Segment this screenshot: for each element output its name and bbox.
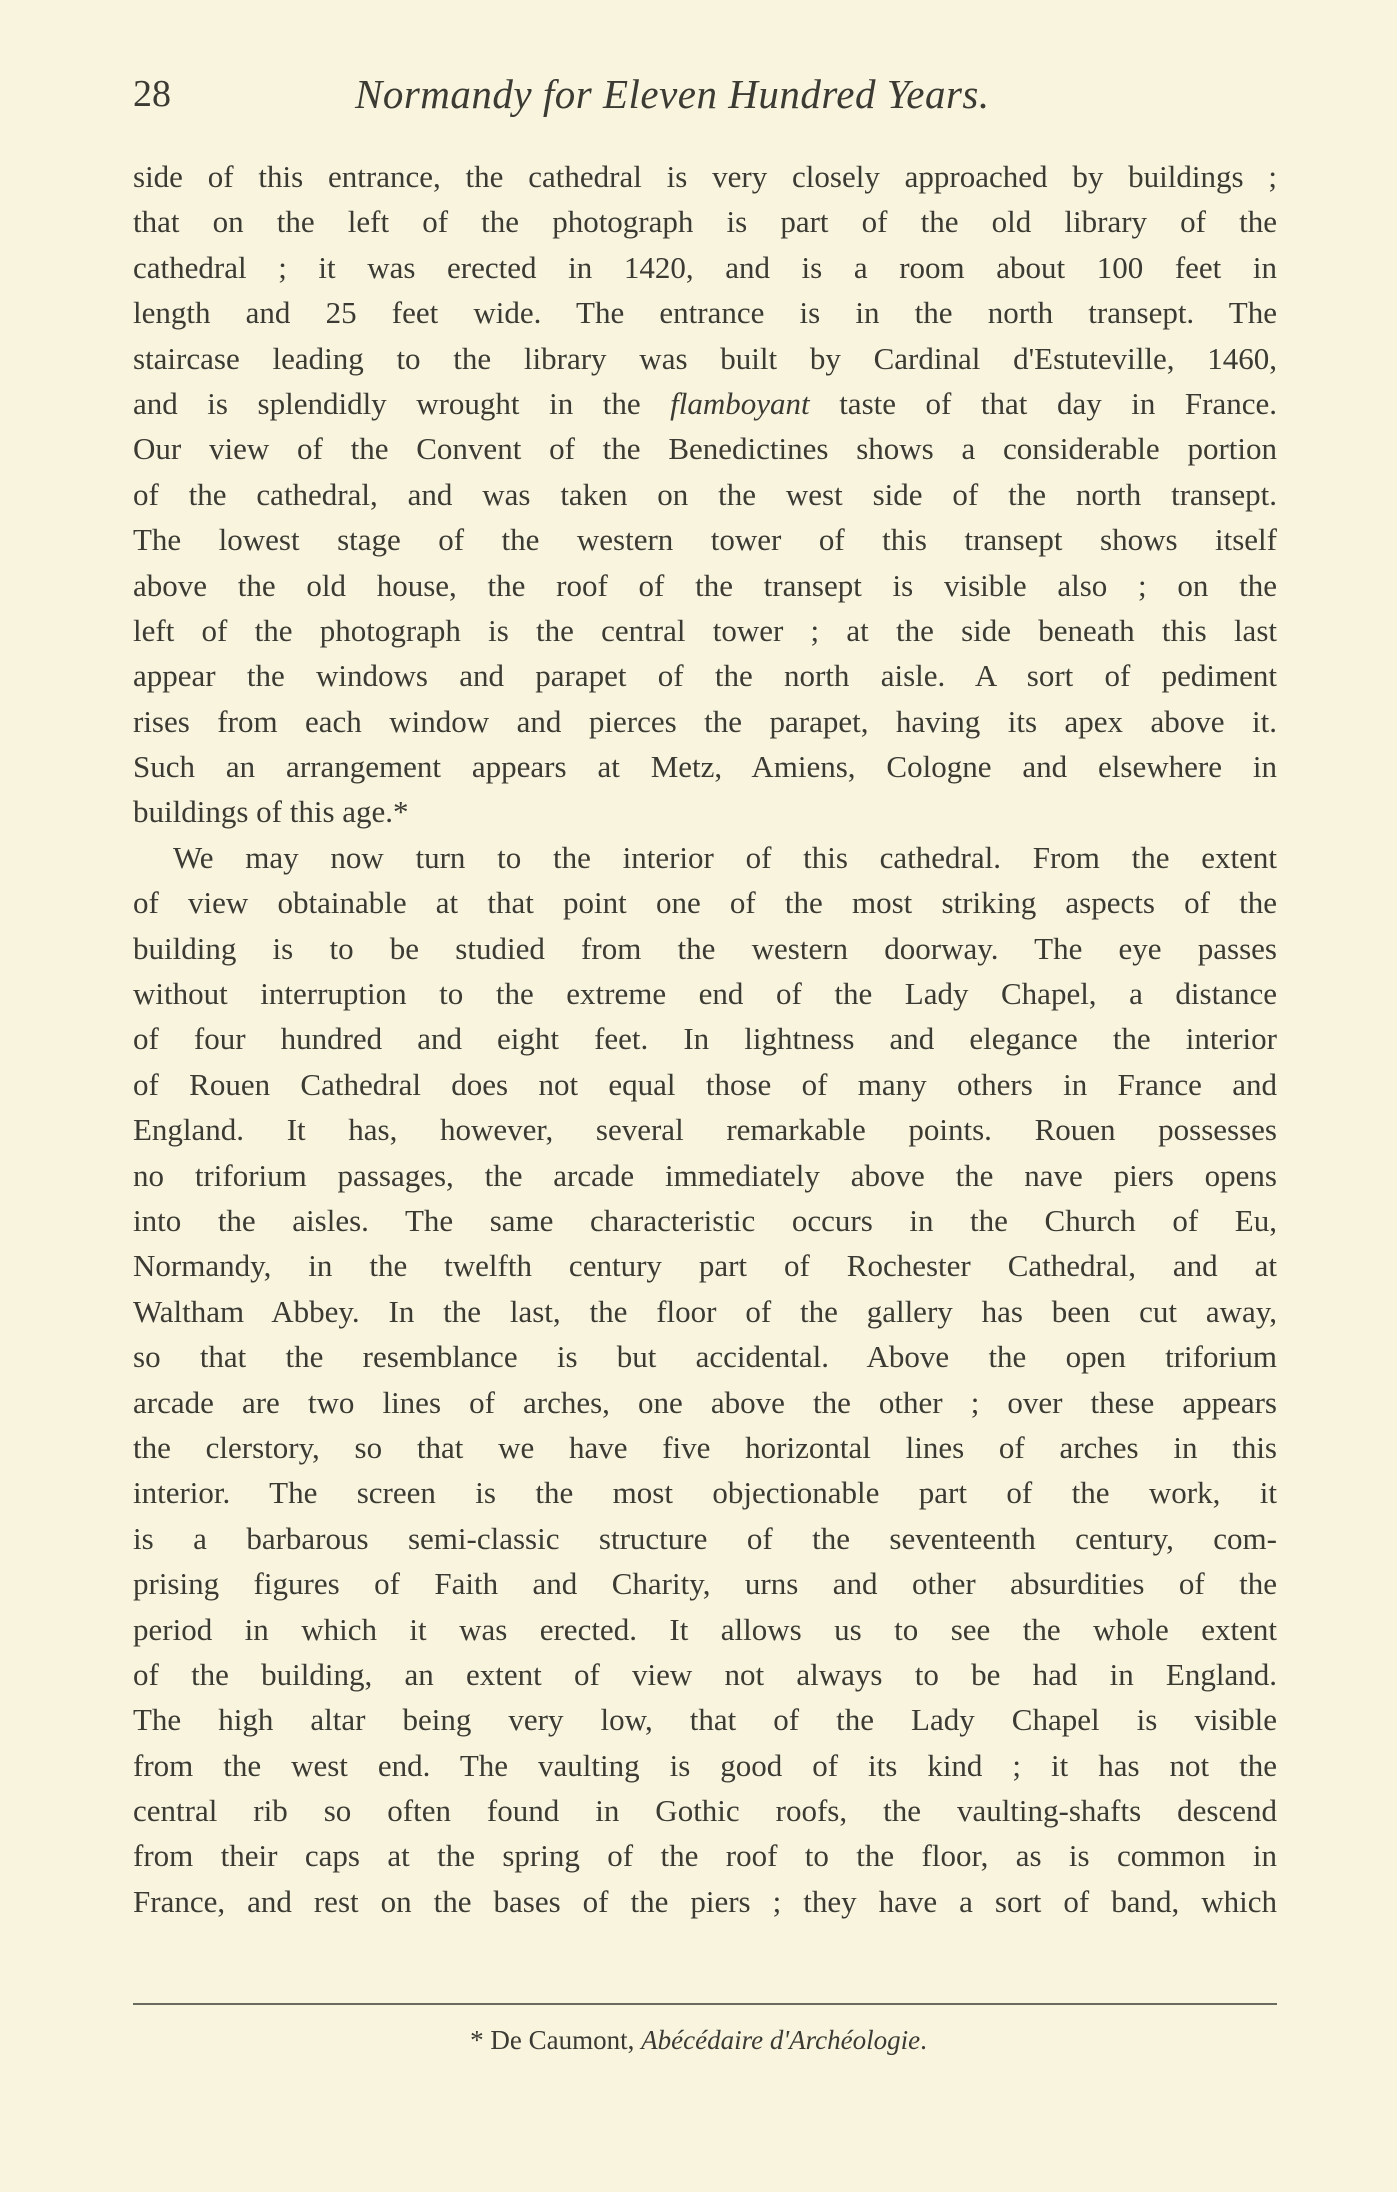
text-line: into the aisles. The same characteristic occurs in the Church of Eu, [133,1202,1277,1238]
text-line: The lowest stage of the western tower of this transept shows itself [133,522,1277,558]
footnote-work-title: Abécédaire d'Archéologie [641,2025,921,2055]
text-line: We may now turn to the interior of this cathedral. From the extent [173,839,1277,875]
text-line: Waltham Abbey. In the last, the floor of the gallery has been cut away, [133,1293,1277,1329]
text-line: of view obtainable at that point one of the most striking aspects of the [133,885,1277,921]
footnote-author: De Caumont, [490,2025,642,2055]
text-line: the clerstory, so that we have five horizontal lines of arches in this [133,1429,1277,1465]
text-line: staircase leading to the library was built by Cardinal d'Estuteville, 1460, [133,340,1277,376]
text-line: cathedral ; it was erected in 1420, and is a room about 100 feet in [133,249,1277,285]
italic-term: flamboyant [670,385,810,421]
text-line: England. It has, however, several remarkable points. Rouen possesses [133,1112,1277,1148]
text-line: that on the left of the photograph is part of the old library of the [133,204,1277,240]
text-line: is a barbarous semi-classic structure of the seventeenth century, com- [133,1520,1277,1556]
text-line: without interruption to the extreme end of the Lady Chapel, a distance [133,976,1277,1012]
text-line: France, and rest on the bases of the piers ; they have a sort of band, which [133,1883,1277,1919]
text-line: Such an arrangement appears at Metz, Amiens, Cologne and elsewhere in [133,749,1277,785]
text-segment: and is splendidly wrought in the [133,385,671,421]
text-line: Normandy, in the twelfth century part of Rochester Cathedral, and at [133,1248,1277,1284]
text-line: of the building, an extent of view not always to be had in England. [133,1656,1277,1692]
footnote-rule [133,2003,1277,2005]
text-line: central rib so often found in Gothic roofs, the vaulting-shafts descend [133,1793,1277,1829]
text-line: building is to be studied from the western doorway. The eye passes [133,930,1277,966]
footnote [0,2025,1397,2056]
text-line: appear the windows and parapet of the north aisle. A sort of pediment [133,658,1277,694]
text-line: from their caps at the spring of the roof to the floor, as is common in [133,1838,1277,1874]
text-line: interior. The screen is the most objectionable part of the work, it [133,1475,1277,1511]
text-line: length and 25 feet wide. The entrance is in the north transept. The [133,295,1277,331]
text-line: side of this entrance, the cathedral is very closely approached by buildings ; [133,159,1277,194]
text-line: so that the resemblance is but accidental. Above the open triforium [133,1339,1277,1375]
text-line: of four hundred and eight feet. In lightness and elegance the interior [133,1021,1277,1057]
text-line: left of the photograph is the central tower ; at the side beneath this last [133,612,1277,648]
text-line: The high altar being very low, that of the Lady Chapel is visible [133,1702,1277,1738]
body-text [133,154,1277,1924]
text-line: rises from each window and pierces the parapet, having its apex above it. [133,703,1277,739]
text-line: of the cathedral, and was taken on the west side of the north transept. [133,476,1277,512]
text-segment: taste of that day in France. [809,385,1277,421]
footnote-marker: * [470,2025,491,2055]
text-line: above the old house, the roof of the transept is visible also ; on the [133,567,1277,603]
text-line [133,381,1277,426]
text-line: prising figures of Faith and Charity, urns and other absurdities of the [133,1566,1277,1602]
text-line: period in which it was erected. It allows us to see the whole extent [133,1611,1277,1647]
page-number: 28 [133,73,171,115]
running-header [133,72,1277,122]
running-title: Normandy for Eleven Hundred Years. [355,71,990,117]
text-line: buildings of this age.* [133,794,409,830]
text-line: arcade are two lines of arches, one above the other ; over these appears [133,1384,1277,1420]
text-line: no triforium passages, the arcade immediately above the nave piers opens [133,1157,1277,1193]
text-line: Our view of the Convent of the Benedictines shows a considerable portion [133,431,1277,467]
text-line: from the west end. The vaulting is good of its kind ; it has not the [133,1747,1277,1783]
footnote-end: . [920,2025,927,2055]
text-line: of Rouen Cathedral does not equal those of many others in France and [133,1066,1277,1102]
